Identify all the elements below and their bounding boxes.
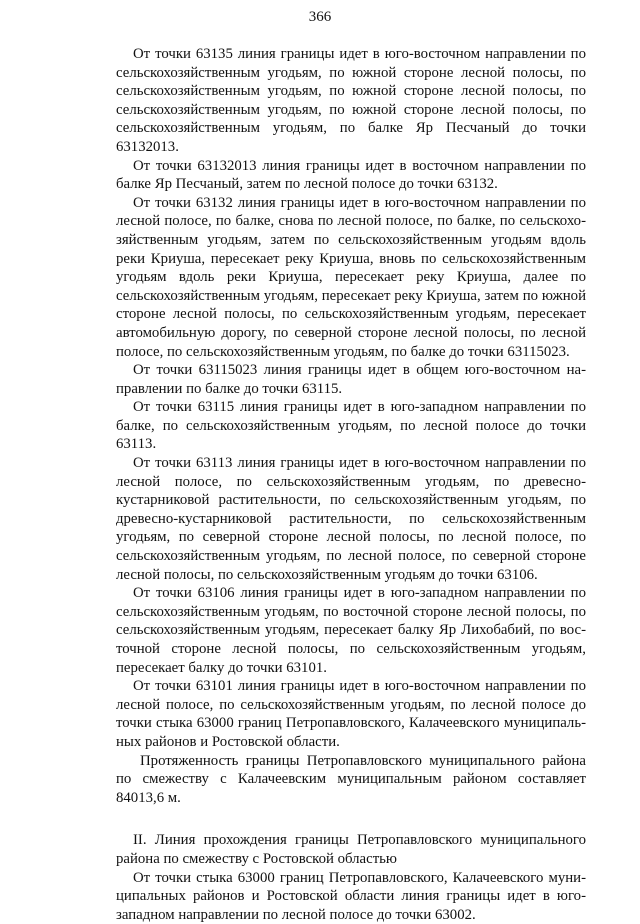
section-spacer [116, 807, 586, 831]
document-body [116, 45, 586, 924]
boundary-paragraph-63132: От точки 63132 линия границы идет в юго-восточном направлении по лесной полосе, по балке, снова по лесной полосе, по балке, по сельскохозяйственным угодьям, затем по сельскохозяйственным угодьям вдоль реки Криуша, пересекает реку Криуша, вновь по сельскохозяйственным угодьям вдоль реки Криуша, пересекает реку Криуша, далее по сельскохозяйственным угодьям, пересекает реку Криуша, затем по южной стороне лесной полосы, по сельскохозяйственным угодьям, пересекает автомобильную дорогу, по северной стороне лесной полосы, по лесной полосе, по сельскохозяйственным угодьям, по балке до точки 63115023. [116, 194, 586, 360]
boundary-length-summary: Протяженность границы Петропавловского муниципального района по смежеству с Калачеевским муниципальным районом составляет 84013,6 м. [116, 752, 586, 806]
boundary-paragraph-63000: От точки стыка 63000 границ Петропавловского, Калачеевского муниципальных районов и Ростовской области линия границы идет в юго-западном направлении по лесной полосе до точки 63002. [116, 869, 586, 923]
boundary-paragraph-63113: От точки 63113 линия границы идет в юго-восточном направлении по лесной полосе, по сельскохозяйственным угодьям, по древесно-кустарниковой растительности, по сельскохозяйственным угодьям, по древесно-кустарниковой растительности, по сельскохозяйственным угодьям, по северной стороне лесной полосы, по лесной полосе, по сельскохозяйственным угодьям, по лесной полосе, по северной стороне лесной полосы, по сельскохозяйственным угодьям до точки 63106. [116, 455, 586, 583]
boundary-paragraph-63132013: От точки 63132013 линия границы идет в восточном направлении по балке Яр Песчаный, затем по лесной полосе до точки 63132. [116, 157, 586, 193]
section-heading: II. Линия прохождения границы Петропавловского муниципального района по смежеству с Ростовской областью [116, 832, 586, 867]
boundary-paragraph-63106: От точки 63106 линия границы идет в юго-западном направлении по сельскохозяйственным угодьям, по восточной стороне лесной полосы, по сельскохозяйственным угодьям, пересекает балку Яр Лихобабий, по восточной стороне лесной полосы, по сельскохозяйственным угодьям, пересекает балку до точки 63101. [116, 585, 586, 676]
page-number: 366 [308, 9, 332, 25]
boundary-paragraph-63115: От точки 63115 линия границы идет в юго-западном направлении по балке, по сельскохозяйственным угодьям, по лесной полосе до точки 63113. [116, 399, 586, 453]
boundary-paragraph-63135: От точки 63135 линия границы идет в юго-восточном направлении по сельскохозяйственным угодьям, по южной стороне лесной полосы, по сельскохозяйственным угодьям, по южной стороне лесной полосы, по сельскохозяйственным угодьям, по южной стороне лесной полосы, по сельскохозяйственным угодьям, по балке Яр Песчаный до точки 63132013. [116, 46, 586, 155]
boundary-paragraph-63115023: От точки 63115023 линия границы идет в общем юго-восточном направлении по балке до точки 63115. [116, 362, 586, 397]
boundary-paragraph-63101: От точки 63101 линия границы идет в юго-восточном направлении по лесной полосе, по сельскохозяйственным угодьям, по лесной полосе до точки стыка 63000 границ Петропавловского, Калачеевского муниципальных районов и Ростовской области. [116, 678, 586, 750]
